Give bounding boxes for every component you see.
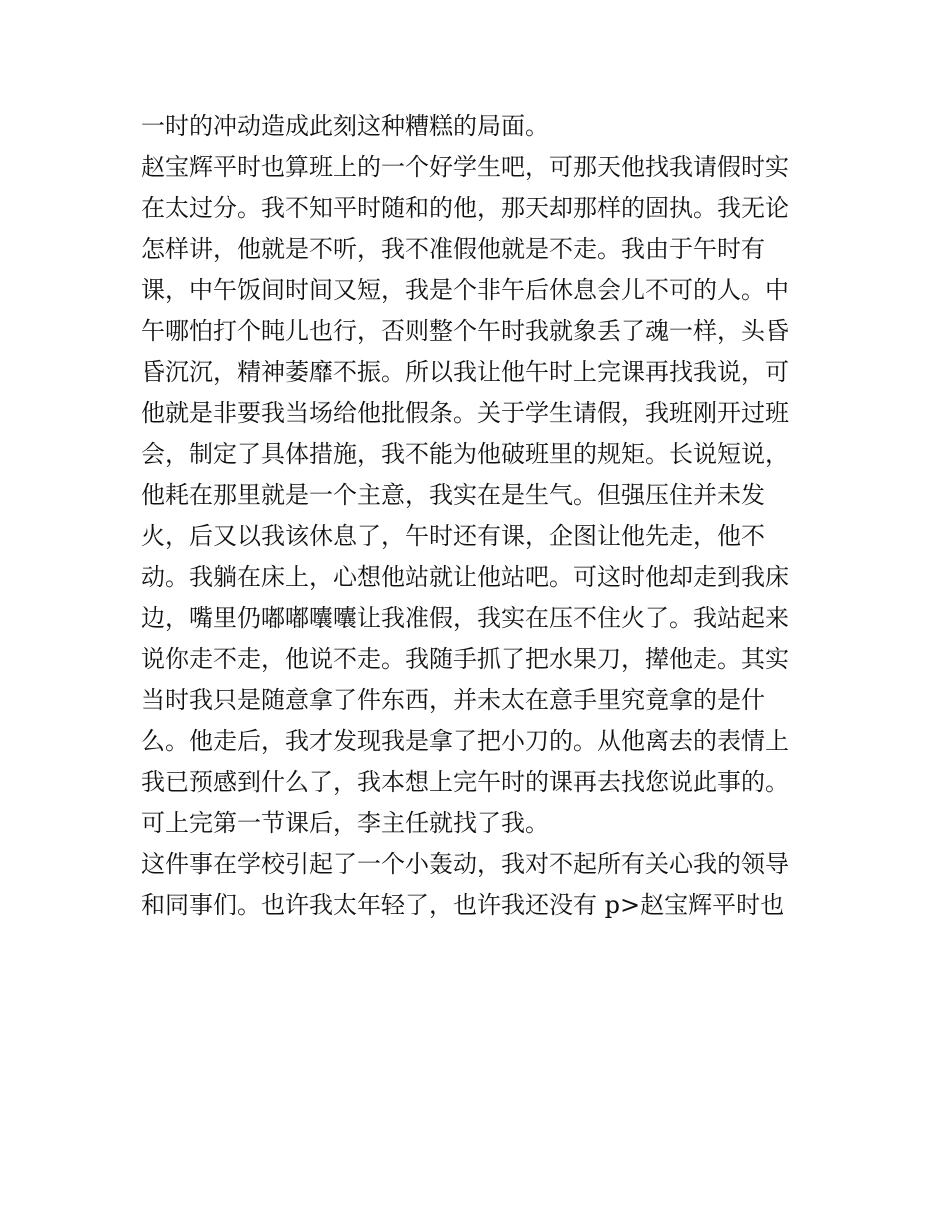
text-line: 和同事们。也许我太年轻了，也许我还没有 p>赵宝辉平时也 — [141, 891, 785, 919]
text-line: 课，中午饭间时间又短，我是个非午后休息会儿不可的人。中 — [141, 276, 789, 304]
text-line: 这件事在学校引起了一个小轰动，我对不起所有关心我的领导 — [141, 850, 789, 878]
text-line: 赵宝辉平时也算班上的一个好学生吧，可那天他找我请假时实 — [141, 153, 789, 181]
text-line: 午哪怕打个盹儿也行，否则整个午时我就象丢了魂一样，头昏 — [141, 317, 789, 345]
text-line: 昏沉沉，精神萎靡不振。所以我让他午时上完课再找我说，可 — [141, 358, 789, 386]
text-line: 我已预感到什么了，我本想上完午时的课再去找您说此事的。 — [141, 768, 789, 796]
text-line: 说你走不走，他说不走。我随手抓了把水果刀，撵他走。其实 — [141, 645, 789, 673]
text-line: 他耗在那里就是一个主意，我实在是生气。但强压住并未发 — [141, 481, 765, 509]
text-line: 么。他走后，我才发现我是拿了把小刀的。从他离去的表情上 — [141, 727, 789, 755]
document-body — [141, 106, 821, 926]
text-line: 当时我只是随意拿了件东西，并未太在意手里究竟拿的是什 — [141, 686, 765, 714]
text-line: 他就是非要我当场给他批假条。关于学生请假，我班刚开过班 — [141, 399, 789, 427]
text-line: 一时的冲动造成此刻这种糟糕的局面。 — [141, 112, 549, 140]
text-line: 动。我躺在床上，心想他站就让他站吧。可这时他却走到我床 — [141, 563, 789, 591]
text-line: 边，嘴里仍嘟嘟囔囔让我准假，我实在压不住火了。我站起来 — [141, 604, 789, 632]
text-line: 怎样讲，他就是不听，我不准假他就是不走。我由于午时有 — [141, 235, 765, 263]
text-line: 在太过分。我不知平时随和的他，那天却那样的固执。我无论 — [141, 194, 789, 222]
text-line: 可上完第一节课后，李主任就找了我。 — [141, 809, 549, 837]
text-line: 会，制定了具体措施，我不能为他破班里的规矩。长说短说， — [141, 440, 789, 468]
text-line: 火，后又以我该休息了，午时还有课，企图让他先走，他不 — [141, 522, 765, 550]
